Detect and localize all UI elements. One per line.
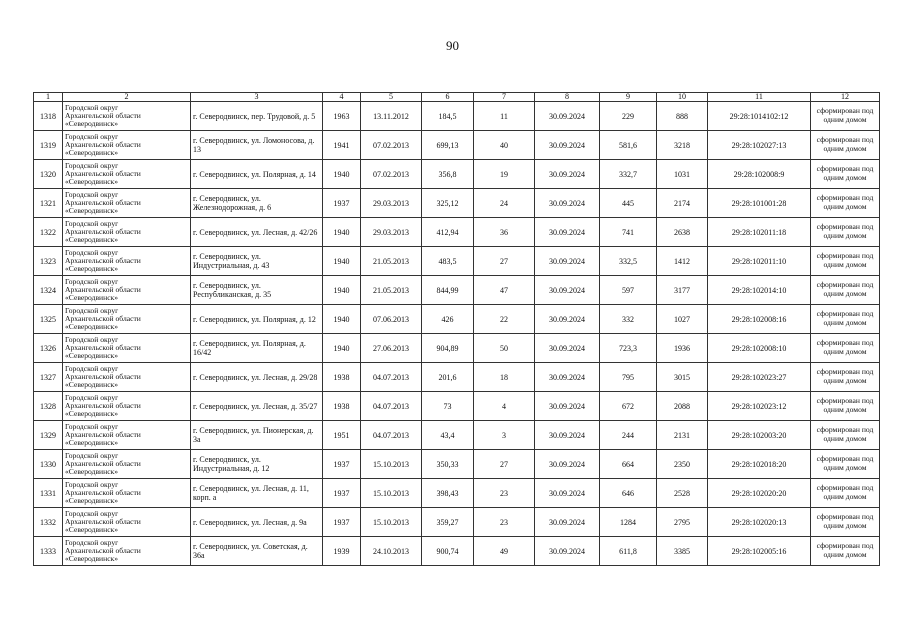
row-number-cell: 1323: [34, 247, 63, 276]
table-row: [34, 102, 880, 131]
municipality-cell: [63, 392, 191, 421]
municipality-line: Архангельской области: [65, 458, 141, 468]
deadline-cell: 30.09.2024: [535, 363, 600, 392]
date-cell: 07.06.2013: [361, 305, 422, 334]
col10-cell: 2131: [657, 421, 708, 450]
address-cell: г. Северодвинск, ул. Полярная, д. 14: [191, 160, 323, 189]
status-cell: сформирован под одним домом: [811, 218, 880, 247]
area-cell: 325,12: [422, 189, 474, 218]
status-cell: сформирован под одним домом: [811, 131, 880, 160]
column-header: 6: [422, 93, 474, 102]
residents-cell: 3: [474, 421, 535, 450]
col10-cell: 2174: [657, 189, 708, 218]
address-cell: г. Северодвинск, ул. Железнодорожная, д. 6: [191, 189, 323, 218]
cadastral-number-cell: 29:28:102023:12: [708, 392, 811, 421]
municipality-line: Архангельской области: [65, 110, 141, 120]
municipality-line: Архангельской области: [65, 400, 141, 410]
municipality-cell: [63, 276, 191, 305]
year-cell: 1937: [323, 508, 361, 537]
deadline-cell: 30.09.2024: [535, 479, 600, 508]
col10-cell: 2088: [657, 392, 708, 421]
status-cell: сформирован под одним домом: [811, 276, 880, 305]
year-cell: 1963: [323, 102, 361, 131]
municipality-line: Архангельской области: [65, 255, 141, 265]
col9-cell: 664: [600, 450, 657, 479]
cadastral-number-cell: 29:28:102018:20: [708, 450, 811, 479]
row-number-cell: 1318: [34, 102, 63, 131]
residents-cell: 49: [474, 537, 535, 566]
residents-cell: 11: [474, 102, 535, 131]
col10-cell: 1412: [657, 247, 708, 276]
area-cell: 350,33: [422, 450, 474, 479]
col10-cell: 888: [657, 102, 708, 131]
cadastral-number-cell: 29:28:102008:10: [708, 334, 811, 363]
deadline-cell: 30.09.2024: [535, 102, 600, 131]
date-cell: 07.02.2013: [361, 160, 422, 189]
deadline-cell: 30.09.2024: [535, 247, 600, 276]
deadline-cell: 30.09.2024: [535, 421, 600, 450]
address-cell: г. Северодвинск, ул. Республиканская, д. 35: [191, 276, 323, 305]
status-cell: сформирован под одним домом: [811, 189, 880, 218]
address-cell: г. Северодвинск, пер. Трудовой, д. 5: [191, 102, 323, 131]
col9-cell: 332,5: [600, 247, 657, 276]
status-cell: сформирован под одним домом: [811, 247, 880, 276]
housing-register-table: [33, 92, 880, 566]
municipality-cell: [63, 537, 191, 566]
row-number-cell: 1327: [34, 363, 63, 392]
municipality-line: Архангельской области: [65, 545, 141, 555]
col10-cell: 1031: [657, 160, 708, 189]
municipality-line: Архангельской области: [65, 487, 141, 497]
col9-cell: 741: [600, 218, 657, 247]
table-row: [34, 479, 880, 508]
date-cell: 27.06.2013: [361, 334, 422, 363]
column-number-header-row: [34, 93, 880, 102]
table-row: [34, 334, 880, 363]
area-cell: 184,5: [422, 102, 474, 131]
row-number-cell: 1320: [34, 160, 63, 189]
municipality-cell: [63, 363, 191, 392]
municipality-line: Архангельской области: [65, 226, 141, 236]
row-number-cell: 1326: [34, 334, 63, 363]
cadastral-number-cell: 29:28:102014:10: [708, 276, 811, 305]
municipality-line: Городской округ: [65, 131, 119, 141]
residents-cell: 4: [474, 392, 535, 421]
year-cell: 1951: [323, 421, 361, 450]
column-header: 8: [535, 93, 600, 102]
municipality-line: Архангельской области: [65, 139, 141, 149]
municipality-line: «Северодвинск»: [65, 380, 119, 390]
year-cell: 1940: [323, 305, 361, 334]
status-cell: сформирован под одним домом: [811, 363, 880, 392]
municipality-line: Городской округ: [65, 450, 119, 460]
residents-cell: 19: [474, 160, 535, 189]
municipality-line: Городской округ: [65, 479, 119, 489]
municipality-line: Архангельской области: [65, 516, 141, 526]
municipality-cell: [63, 450, 191, 479]
municipality-line: «Северодвинск»: [65, 177, 119, 187]
column-header: 2: [63, 93, 191, 102]
table-row: [34, 160, 880, 189]
address-cell: г. Северодвинск, ул. Пионерская, д. 3а: [191, 421, 323, 450]
residents-cell: 47: [474, 276, 535, 305]
col10-cell: 3385: [657, 537, 708, 566]
table-row: [34, 537, 880, 566]
address-cell: г. Северодвинск, ул. Полярная, д. 12: [191, 305, 323, 334]
column-header: 5: [361, 93, 422, 102]
municipality-cell: [63, 421, 191, 450]
area-cell: 73: [422, 392, 474, 421]
address-cell: г. Северодвинск, ул. Индустриальная, д. 43: [191, 247, 323, 276]
municipality-cell: [63, 131, 191, 160]
date-cell: 15.10.2013: [361, 479, 422, 508]
year-cell: 1938: [323, 363, 361, 392]
date-cell: 24.10.2013: [361, 537, 422, 566]
col9-cell: 581,6: [600, 131, 657, 160]
year-cell: 1940: [323, 247, 361, 276]
year-cell: 1939: [323, 537, 361, 566]
col9-cell: 244: [600, 421, 657, 450]
municipality-line: Городской округ: [65, 334, 119, 344]
date-cell: 21.05.2013: [361, 276, 422, 305]
municipality-line: «Северодвинск»: [65, 293, 119, 303]
municipality-line: «Северодвинск»: [65, 351, 119, 361]
table-row: [34, 363, 880, 392]
cadastral-number-cell: 29:28:101001:28: [708, 189, 811, 218]
col9-cell: 332: [600, 305, 657, 334]
deadline-cell: 30.09.2024: [535, 392, 600, 421]
table-row: [34, 305, 880, 334]
status-cell: сформирован под одним домом: [811, 479, 880, 508]
area-cell: 201,6: [422, 363, 474, 392]
date-cell: 04.07.2013: [361, 421, 422, 450]
column-header: 10: [657, 93, 708, 102]
row-number-cell: 1321: [34, 189, 63, 218]
status-cell: сформирован под одним домом: [811, 537, 880, 566]
cadastral-number-cell: 29:28:102011:18: [708, 218, 811, 247]
municipality-cell: [63, 160, 191, 189]
row-number-cell: 1330: [34, 450, 63, 479]
status-cell: сформирован под одним домом: [811, 450, 880, 479]
status-cell: сформирован под одним домом: [811, 102, 880, 131]
year-cell: 1937: [323, 189, 361, 218]
municipality-line: Архангельской области: [65, 284, 141, 294]
deadline-cell: 30.09.2024: [535, 334, 600, 363]
date-cell: 04.07.2013: [361, 392, 422, 421]
area-cell: 699,13: [422, 131, 474, 160]
municipality-line: Городской округ: [65, 392, 119, 402]
municipality-line: Городской округ: [65, 247, 119, 257]
municipality-line: «Северодвинск»: [65, 148, 119, 158]
page-number: 90: [446, 38, 459, 53]
municipality-line: Городской округ: [65, 102, 119, 112]
municipality-line: Городской округ: [65, 421, 119, 431]
date-cell: 29.03.2013: [361, 218, 422, 247]
table-row: [34, 508, 880, 537]
date-cell: 07.02.2013: [361, 131, 422, 160]
cadastral-number-cell: 29:28:102003:20: [708, 421, 811, 450]
deadline-cell: 30.09.2024: [535, 160, 600, 189]
area-cell: 412,94: [422, 218, 474, 247]
cadastral-number-cell: 29:28:102008:9: [708, 160, 811, 189]
table-row: [34, 218, 880, 247]
column-header: 11: [708, 93, 811, 102]
residents-cell: 50: [474, 334, 535, 363]
col10-cell: 1027: [657, 305, 708, 334]
cadastral-number-cell: 29:28:102008:16: [708, 305, 811, 334]
deadline-cell: 30.09.2024: [535, 131, 600, 160]
column-header: 9: [600, 93, 657, 102]
municipality-cell: [63, 508, 191, 537]
municipality-line: Архангельской области: [65, 197, 141, 207]
col10-cell: 2350: [657, 450, 708, 479]
row-number-cell: 1329: [34, 421, 63, 450]
deadline-cell: 30.09.2024: [535, 189, 600, 218]
status-cell: сформирован под одним домом: [811, 392, 880, 421]
status-cell: сформирован под одним домом: [811, 305, 880, 334]
year-cell: 1940: [323, 334, 361, 363]
deadline-cell: 30.09.2024: [535, 537, 600, 566]
col9-cell: 229: [600, 102, 657, 131]
table-row: [34, 247, 880, 276]
municipality-line: «Северодвинск»: [65, 525, 119, 535]
address-cell: г. Северодвинск, ул. Индустриальная, д. 12: [191, 450, 323, 479]
cadastral-number-cell: 29:28:1014102:12: [708, 102, 811, 131]
table-row: [34, 131, 880, 160]
col10-cell: 2528: [657, 479, 708, 508]
residents-cell: 22: [474, 305, 535, 334]
year-cell: 1941: [323, 131, 361, 160]
municipality-line: «Северодвинск»: [65, 264, 119, 274]
municipality-line: Городской округ: [65, 189, 119, 199]
year-cell: 1940: [323, 218, 361, 247]
col9-cell: 646: [600, 479, 657, 508]
deadline-cell: 30.09.2024: [535, 450, 600, 479]
municipality-line: Городской округ: [65, 508, 119, 518]
date-cell: 21.05.2013: [361, 247, 422, 276]
area-cell: 398,43: [422, 479, 474, 508]
area-cell: 359,27: [422, 508, 474, 537]
status-cell: сформирован под одним домом: [811, 334, 880, 363]
municipality-line: «Северодвинск»: [65, 554, 119, 564]
col10-cell: 3015: [657, 363, 708, 392]
table-row: [34, 189, 880, 218]
row-number-cell: 1331: [34, 479, 63, 508]
col9-cell: 723,3: [600, 334, 657, 363]
municipality-line: «Северодвинск»: [65, 235, 119, 245]
status-cell: сформирован под одним домом: [811, 421, 880, 450]
address-cell: г. Северодвинск, ул. Лесная, д. 29/28: [191, 363, 323, 392]
municipality-cell: [63, 218, 191, 247]
municipality-cell: [63, 247, 191, 276]
date-cell: 15.10.2013: [361, 450, 422, 479]
municipality-cell: [63, 305, 191, 334]
col9-cell: 672: [600, 392, 657, 421]
deadline-cell: 30.09.2024: [535, 305, 600, 334]
address-cell: г. Северодвинск, ул. Лесная, д. 11, корп. а: [191, 479, 323, 508]
cadastral-number-cell: 29:28:102005:16: [708, 537, 811, 566]
col10-cell: 2638: [657, 218, 708, 247]
year-cell: 1937: [323, 479, 361, 508]
municipality-line: Городской округ: [65, 218, 119, 228]
municipality-line: Городской округ: [65, 537, 119, 547]
col9-cell: 597: [600, 276, 657, 305]
year-cell: 1938: [323, 392, 361, 421]
municipality-line: Архангельской области: [65, 429, 141, 439]
residents-cell: 23: [474, 508, 535, 537]
date-cell: 29.03.2013: [361, 189, 422, 218]
col10-cell: 3218: [657, 131, 708, 160]
row-number-cell: 1319: [34, 131, 63, 160]
municipality-line: Городской округ: [65, 363, 119, 373]
municipality-line: Архангельской области: [65, 313, 141, 323]
col9-cell: 332,7: [600, 160, 657, 189]
area-cell: 904,89: [422, 334, 474, 363]
area-cell: 43,4: [422, 421, 474, 450]
municipality-line: Городской округ: [65, 160, 119, 170]
row-number-cell: 1332: [34, 508, 63, 537]
date-cell: 04.07.2013: [361, 363, 422, 392]
year-cell: 1940: [323, 276, 361, 305]
col10-cell: 3177: [657, 276, 708, 305]
table-row: [34, 392, 880, 421]
area-cell: 844,99: [422, 276, 474, 305]
municipality-line: «Северодвинск»: [65, 496, 119, 506]
column-header: 3: [191, 93, 323, 102]
cadastral-number-cell: 29:28:102027:13: [708, 131, 811, 160]
row-number-cell: 1322: [34, 218, 63, 247]
municipality-line: «Северодвинск»: [65, 438, 119, 448]
address-cell: г. Северодвинск, ул. Лесная, д. 9а: [191, 508, 323, 537]
row-number-cell: 1325: [34, 305, 63, 334]
table-row: [34, 450, 880, 479]
residents-cell: 36: [474, 218, 535, 247]
cadastral-number-cell: 29:28:102020:20: [708, 479, 811, 508]
cadastral-number-cell: 29:28:102023:27: [708, 363, 811, 392]
col10-cell: 2795: [657, 508, 708, 537]
table-row: [34, 421, 880, 450]
municipality-cell: [63, 479, 191, 508]
municipality-line: Архангельской области: [65, 168, 141, 178]
col9-cell: 1284: [600, 508, 657, 537]
residents-cell: 27: [474, 450, 535, 479]
residents-cell: 18: [474, 363, 535, 392]
column-header: 4: [323, 93, 361, 102]
date-cell: 15.10.2013: [361, 508, 422, 537]
address-cell: г. Северодвинск, ул. Советская, д. 36а: [191, 537, 323, 566]
col9-cell: 795: [600, 363, 657, 392]
column-header: 1: [34, 93, 63, 102]
column-header: 7: [474, 93, 535, 102]
municipality-line: «Северодвинск»: [65, 206, 119, 216]
col9-cell: 611,8: [600, 537, 657, 566]
area-cell: 356,8: [422, 160, 474, 189]
row-number-cell: 1333: [34, 537, 63, 566]
table-row: [34, 276, 880, 305]
col9-cell: 445: [600, 189, 657, 218]
area-cell: 483,5: [422, 247, 474, 276]
municipality-cell: [63, 189, 191, 218]
address-cell: г. Северодвинск, ул. Полярная, д. 16/42: [191, 334, 323, 363]
deadline-cell: 30.09.2024: [535, 276, 600, 305]
column-header: 12: [811, 93, 880, 102]
municipality-line: «Северодвинск»: [65, 119, 119, 129]
address-cell: г. Северодвинск, ул. Лесная, д. 35/27: [191, 392, 323, 421]
col10-cell: 1936: [657, 334, 708, 363]
residents-cell: 23: [474, 479, 535, 508]
deadline-cell: 30.09.2024: [535, 508, 600, 537]
address-cell: г. Северодвинск, ул. Ломоносова, д. 13: [191, 131, 323, 160]
cadastral-number-cell: 29:28:102020:13: [708, 508, 811, 537]
area-cell: 426: [422, 305, 474, 334]
area-cell: 900,74: [422, 537, 474, 566]
year-cell: 1937: [323, 450, 361, 479]
municipality-cell: [63, 102, 191, 131]
cadastral-number-cell: 29:28:102011:10: [708, 247, 811, 276]
residents-cell: 40: [474, 131, 535, 160]
municipality-cell: [63, 334, 191, 363]
municipality-line: Городской округ: [65, 276, 119, 286]
residents-cell: 27: [474, 247, 535, 276]
municipality-line: Городской округ: [65, 305, 119, 315]
address-cell: г. Северодвинск, ул. Лесная, д. 42/26: [191, 218, 323, 247]
status-cell: сформирован под одним домом: [811, 508, 880, 537]
deadline-cell: 30.09.2024: [535, 218, 600, 247]
row-number-cell: 1328: [34, 392, 63, 421]
status-cell: сформирован под одним домом: [811, 160, 880, 189]
municipality-line: «Северодвинск»: [65, 467, 119, 477]
year-cell: 1940: [323, 160, 361, 189]
municipality-line: «Северодвинск»: [65, 409, 119, 419]
municipality-line: Архангельской области: [65, 371, 141, 381]
row-number-cell: 1324: [34, 276, 63, 305]
date-cell: 13.11.2012: [361, 102, 422, 131]
residents-cell: 24: [474, 189, 535, 218]
municipality-line: «Северодвинск»: [65, 322, 119, 332]
municipality-line: Архангельской области: [65, 342, 141, 352]
